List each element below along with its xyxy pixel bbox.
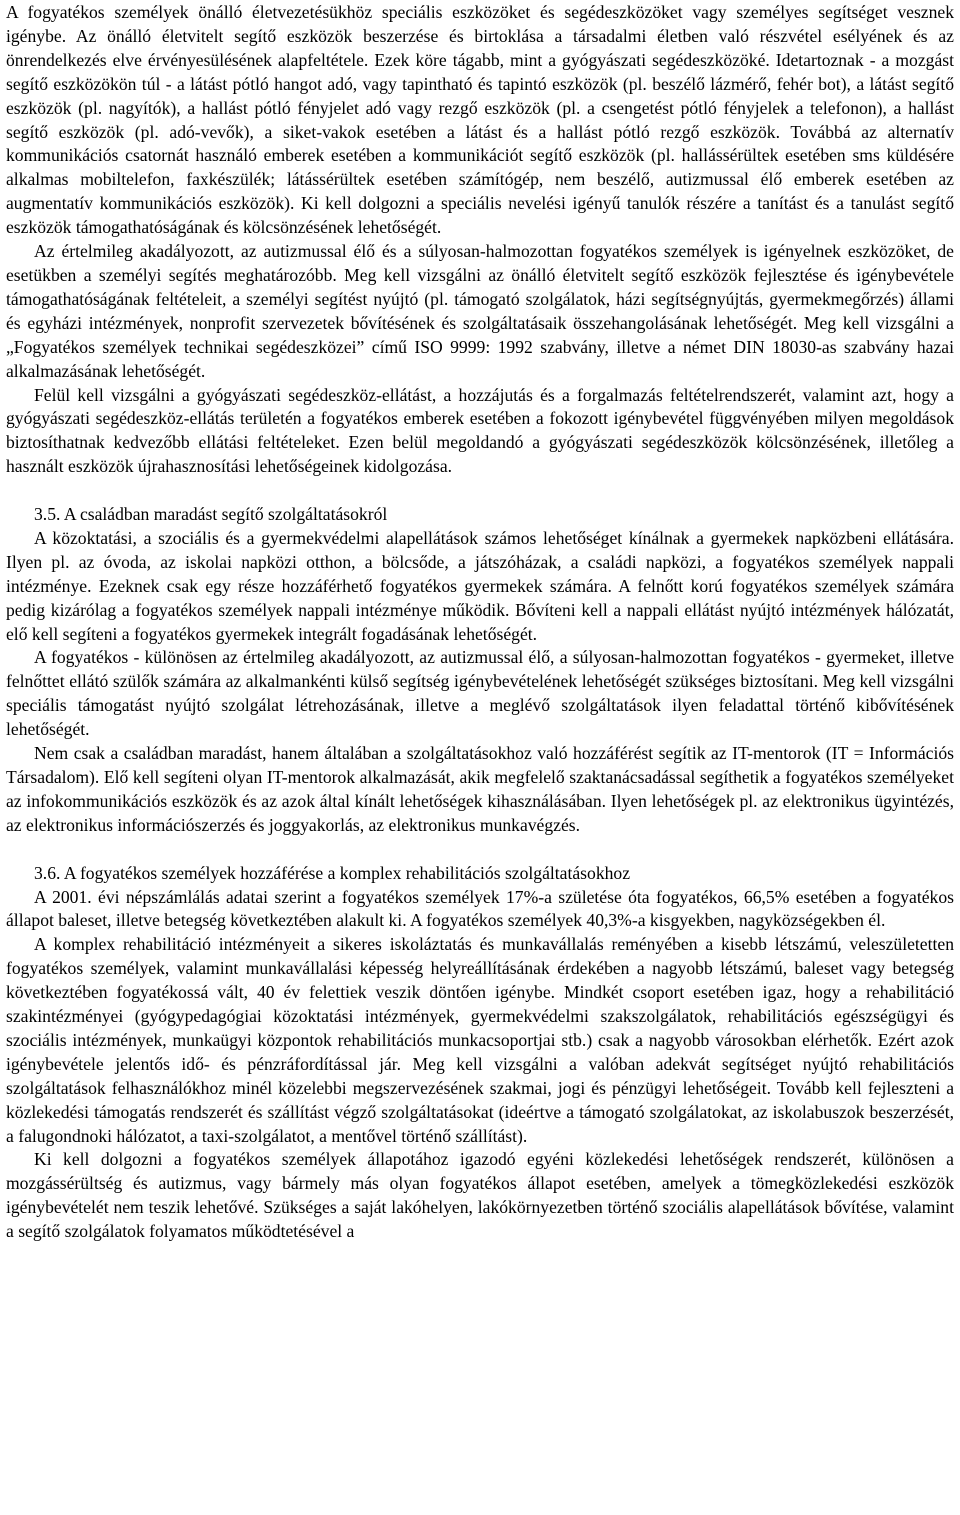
paragraph-intro: A fogyatékos személyek önálló életvezetésükhöz speciális eszközöket és segédeszközöket vagy személyes segítséget vesznek igénybe. Az önálló életvitelt segítő eszközök beszerzése és birtoklása a társadalmi életben való részvétel esélyének és az önrendelkezés elve érvényesülésének alapfeltétele. Ezek köre tágabb, mint a gyógyászati segédeszközöké. Idetartoznak - a mozgást segítő eszközökön túl - a látást pótló hangot adó, vagy tapintható és tapintó eszközök (pl. beszélő lázmérő, fehér bot), a látást segítő eszközök (pl. nagyítók), a hallást pótló fényjelet adó vagy rezgő eszközök (pl. a csengetést pótló fényjelek a telefonon), a hallást segítő eszközök (pl. adó-vevők), a siket-vakok esetében a látást és a hallást pótló rezgő eszközök. Továbbá az alternatív kommunikációs csatornát használó emberek esetében a kommunikációt segítő eszközök (pl. hallássérültek esetében sms küldésére alkalmas mobiltelefon, faxkészülék; látássérültek esetében számítógép, nem beszélő, autizmussal élő emberek esetében az augmentatív kommunikációs eszközök). Ki kell dolgozni a speciális nevelési igényű tanulók részére a tanítást és a tanulást segítő eszközök támogathatóságának és kölcsönzésének lehetőségét.	[6, 2, 954, 238]
paragraph-intellectual-disability: Az értelmileg akadályozott, az autizmussal élő és a súlyosan-halmozottan fogyatékos személyek is igényelnek eszközöket, de esetükben a személyi segítés meghatározóbb. Meg kell vizsgálni az önálló életvitelt segítő eszközök fejlesztése és igénybevétele támogathatóságának feltételeit, a személyi segítést nyújtó (pl. támogató szolgálatok, házi segítségnyújtás, gyermekmegőrzés) állami és egyházi intézmények, nonprofit szervezetek bővítésének és szolgáltatásaik összehangolásának lehetőségét. Meg kell vizsgálni a „Fogyatékos személyek technikai segédeszközei” című ISO 9999: 1992 szabvány, illetve a német DIN 18030-as szabvány hazai alkalmazásának lehetőségét.	[6, 241, 954, 381]
section-spacer	[6, 838, 954, 862]
paragraph-3-6-rehabilitation: A komplex rehabilitáció intézményeit a sikeres iskoláztatás és munkavállalás reményében a kisebb létszámú, veleszületetten fogyatékos személyek, valamint munkavállalási képesség helyreállításának érdekében a nagyobb létszámú, baleset vagy betegség következtében fogyatékossá vált, 40 év felettiek veszik döntően igénybe. Mindkét csoport esetében igaz, hogy a rehabilitáció szakintézményei (gyógypedagógiai közoktatási intézmények, gyermekvédelmi szakszolgálatok, rehabilitációs egészségügyi és szociális intézmények, munkaügyi központok rehabilitációs munkacsoportjai stb.) csak a nagyobb városokban elérhetők. Ezért azok igénybevétele jelentős idő- és pénzráfordítással jár. Meg kell vizsgálni a valóban adekvát segítséget nyújtó rehabilitációs szolgáltatások felhasználókhoz minél közelebbi megszervezésének szakmai, jogi és pénzügyi lehetőségeit. Tovább kell fejleszteni a közlekedési támogatás rendszerét és szállítást végző szolgáltatásokat (ideértve a támogató szolgálatokat, az iskolabuszok beszerzését, a falugondnoki hálózatot, a taxi-szolgálatot, a mentővel történő szállítást).	[6, 934, 954, 1146]
paragraph-3-5-parents: A fogyatékos - különösen az értelmileg akadályozott, az autizmussal élő, a súlyosan-halmozottan fogyatékos - gyermeket, illetve felnőttet ellátó szülők számára az alkalmankénti külső segítség igénybevételének lehetőségét szükséges biztosítani. Meg kell vizsgálni speciális támogatást nyújtó szolgálat létrehozásának, illetve a meglévő szolgáltatások ilyen feladattal történő kibővítésének lehetőségét.	[6, 647, 954, 740]
paragraph-3-5-daycare: A közoktatási, a szociális és a gyermekvédelmi alapellátások számos lehetőséget kínálnak a gyermekek napközbeni ellátására. Ilyen pl. az óvoda, az iskolai napközi otthon, a bölcsőde, a játszóházak, a családi napközi, a fogyatékos személyek nappali intézménye. Ezeknek csak egy része hozzáférhető fogyatékos gyermekek számára. A felnőtt korú fogyatékos személyek számára pedig kizárólag a fogyatékos személyek nappali intézménye működik. Bővíteni kell a nappali ellátást nyújtó intézmények hálózatát, elő kell segíteni a fogyatékos gyermekek integrált fogadásának lehetőségét.	[6, 527, 954, 644]
section-heading-3-6: 3.6. A fogyatékos személyek hozzáférése a komplex rehabilitációs szolgáltatásokhoz	[34, 862, 631, 883]
paragraph-medical-aids: Felül kell vizsgálni a gyógyászati segédeszköz-ellátást, a hozzájutás és a forgalmazás feltételrendszerét, valamint azt, hogy a gyógyászati segédeszköz-ellátás területén a fogyatékos emberek esetében a fokozott igénybevétel függvényében milyen megoldások biztosíthatnak kedvezőbb ellátási feltételeket. Ezen belül megoldandó a gyógyászati segédeszközök kölcsönzésének, illetőleg a használt eszközök újrahasznosítási lehetőségeinek kidolgozása.	[6, 384, 954, 477]
paragraph-3-5-it-mentors: Nem csak a családban maradást, hanem általában a szolgáltatásokhoz való hozzáférést segítik az IT-mentorok (IT = Információs Társadalom). Elő kell segíteni olyan IT-mentorok alkalmazását, akik megfelelő szaktanácsadással segíthetik a fogyatékos személyeket az infokommunikációs eszközök és az azok által kínált lehetőségek kihasználásában. Ilyen lehetőségek pl. az elektronikus ügyintézés, az elektronikus információszerzés és joggyakorlás, az elektronikus munkavégzés.	[6, 743, 954, 835]
paragraph-3-6-census: A 2001. évi népszámlálás adatai szerint a fogyatékos személyek 17%-a születése óta fogyatékos, 66,5% esetében a fogyatékos állapot baleset, illetve betegség következtében alakult ki. A fogyatékos személyek 40,3%-a kisgyekben, nagyközségekben él.	[6, 886, 954, 931]
section-heading-3-5: 3.5. A családban maradást segítő szolgáltatásokról	[34, 504, 388, 525]
paragraph-3-6-transport: Ki kell dolgozni a fogyatékos személyek állapotához igazodó egyéni közlekedési lehetőségek rendszerét, különösen a mozgássérültség és autizmus, vagy bármely más olyan fogyatékos állapot esetében, amelyek a tömegközlekedési eszközök igénybevételét nem teszik lehetővé. Szükséges a saját lakóhelyen, lakókörnyezetben történő szociális alapellátások bővítése, valamint a segítő szolgálatok folyamatos működtetésével a	[6, 1149, 954, 1242]
section-spacer	[6, 479, 954, 503]
